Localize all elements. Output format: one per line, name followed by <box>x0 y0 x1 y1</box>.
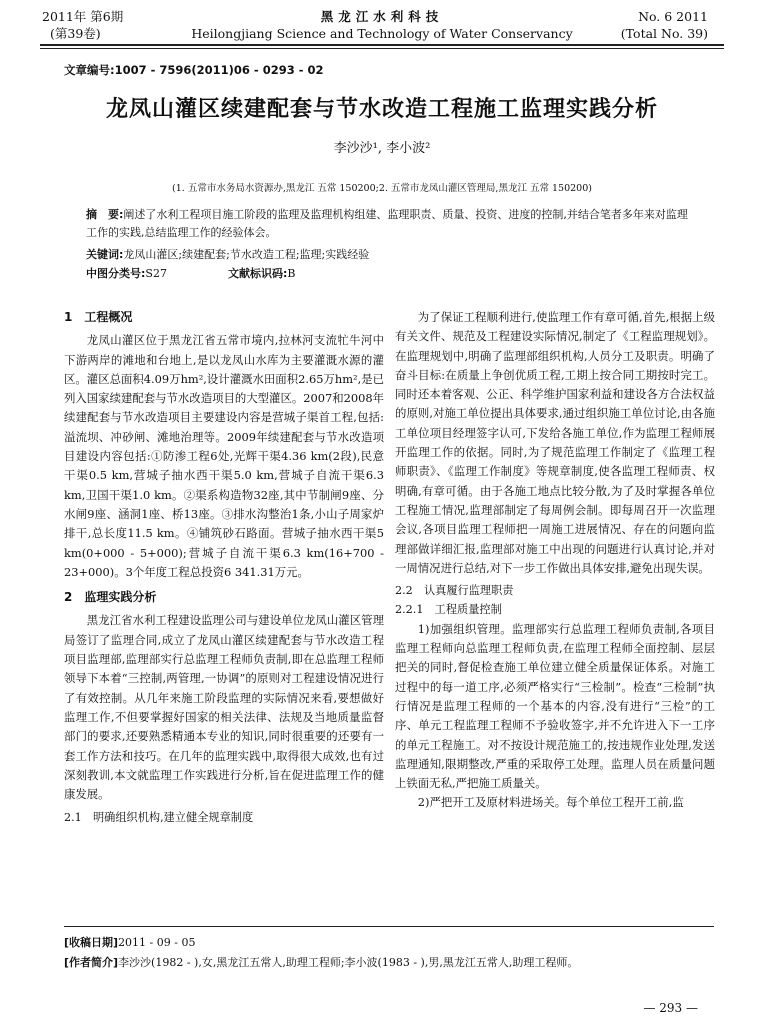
document-code <box>228 265 296 281</box>
header-rule <box>40 44 724 46</box>
page-number: — 293 — <box>643 1001 698 1015</box>
subsection-2-2-heading: 2.2 认真履行监理职责 <box>395 584 514 598</box>
keywords <box>86 246 369 262</box>
author-bio-text: 李沙沙(1982 - ),女,黑龙江五常人,助理工程师;李小波(1983 - ),男,黑龙江五常人,助理工程师。 <box>118 956 579 969</box>
author-bio-label: [作者简介] <box>64 956 119 969</box>
subsection-2-1-heading: 2.1 明确组织机构,建立健全规章制度 <box>64 811 254 825</box>
right-column <box>395 308 715 813</box>
abstract-text: 阐述了水利工程项目施工阶段的监理及监理机构组建、监理职责、质量、投资、进度的控制,并结合笔者多年来对监理工作的实践,总结监理工作的经验体会。 <box>86 208 688 239</box>
number-line: No. 6 2011 <box>638 9 708 24</box>
classification-text: S27 <box>145 267 167 280</box>
abstract <box>86 206 698 242</box>
keywords-label: 关键词: <box>86 248 124 261</box>
received-date <box>64 934 195 950</box>
footnote-rule <box>64 926 714 927</box>
volume-line: (第39卷) <box>50 26 101 41</box>
section-2-paragraph: 黑龙江省水利工程建设监理公司与建设单位龙凤山灌区管理局签订了监理合同,成立了龙凤山灌区续建配套与节水改造工程项目监理部,监理部实行总监理工程师负责制,即在总监理工程师领导下本着“三控制,两管理,一协调”的原则对工程建设情况进行了有效控制。从几年来施工阶段监理的实际情况来看,要想做好监理工作,不但要掌握好国家的相关法律、法规及当地质量监督部门的要求,还要熟悉精通本专业的知识,同时很重要的还要有一套工作方法和技巧。在几年的监理实践中,取得很大成效,也有过深刻教训,本文就监理工作实践进行分析,旨在促进监理工作的健康发展。 <box>64 613 384 802</box>
author-bio <box>64 954 724 970</box>
journal-name-en: Heilongjiang Science and Technology of Water Conservancy <box>191 26 573 41</box>
issue-line: 2011年 第6期 <box>42 9 124 24</box>
section-2-heading: 2 监理实践分析 <box>64 590 157 605</box>
document-code-label: 文献标识码: <box>228 267 288 280</box>
received-text: 2011 - 09 - 05 <box>118 936 196 949</box>
right-paragraph-3: 2)严把开工及原材料进场关。每个单位工程开工前,监 <box>417 795 684 810</box>
total-line: (Total No. 39) <box>620 26 708 41</box>
document-code-text: B <box>287 267 296 280</box>
received-label: [收稿日期] <box>64 936 119 949</box>
article-number: 文章编号:1007 - 7596(2011)06 - 0293 - 02 <box>64 63 324 77</box>
header-rule-thin <box>40 48 724 49</box>
journal-name-cn: 黑龙江水利科技 <box>320 9 444 24</box>
right-paragraph-1: 为了保证工程顺利进行,使监理工作有章可循,首先,根据上级有关文件、规范及工程建设实际情况,制定了《工程监理规划》。在监理规划中,明确了监理部组织机构,人员分工及职责。明确了奋斗目标:在质量上争创优质工程,工期上按合同工期按时完工。同时还本着客观、公正、科学维护国家利益和建设各方合法权益的原则,对施工单位提出具体要求,通过组织施工单位讨论,由各施工单位项目经理签字认可,下发给各施工单位,作为监理工程师展开监理工作的依据。同时,为了规范监理工作制定了《监理工程师职责》、《监理工作制度》等规章制度,使各监理工程师责、权明确,有章可循。由于各施工地点比较分散,为了及时掌握各单位工程施工情况,监理部制定了每周例会制。即每周召开一次监理会议,各项目监理工程师把一周施工进展情况、存在的问题向监理部做详细汇报,监理部对施工中出现的问题进行认真讨论,并对一周情况进行总结,对下一步工作做出具体安排,避免出现失误。 <box>395 310 715 575</box>
classification-label: 中图分类号: <box>86 267 146 280</box>
article-title: 龙凤山灌区续建配套与节水改造工程施工监理实践分析 <box>105 97 658 122</box>
classification-number <box>86 265 167 281</box>
abstract-label: 摘 要: <box>86 208 124 221</box>
section-1-heading: 1 工程概况 <box>64 310 133 324</box>
keywords-text: 龙凤山灌区;续建配套;节水改造工程;监理;实践经验 <box>123 248 370 261</box>
authors: 李沙沙¹, 李小波² <box>333 141 431 156</box>
left-column <box>64 308 384 828</box>
subsection-2-2-1-heading: 2.2.1 工程质量控制 <box>395 603 502 617</box>
section-1-paragraph: 龙凤山灌区位于黑龙江省五常市境内,拉林河支流牤牛河中下游两岸的滩地和台地上,是以龙凤山水库为主要灌溉水源的灌区。灌区总面积4.09万hm²,设计灌溉水田面积2.65万hm²,是已列入国家续建配套与节水改造项目的大型灌区。2007和2008年续建配套与节水改造项目主要建设内容是营城子渠首工程,包括:溢流坝、冲砂闸、滩地治理等。2009年续建配套与节水改造项目建设内容包括:①防渗工程6处,光辉干渠4.36 km(2段),民意干渠0.5 km,营城子抽水西干渠5.0 km,营城子自流干渠6.3 km,卫国干渠1.0 km。②渠系构造物32座,其中节制闸9座、分水闸9座、涵洞1座、桥13座。③排水沟整治1条,小山子周家炉排干,总长度11.5 km。④铺筑砂石路面。营城子抽水西干渠5 km(0+000 - 5+000);营城子自流干渠6.3 km(16+700 - 23+000)。3个年度工程总投资6 341.31万元。 <box>64 333 384 579</box>
affiliation: (1. 五常市水务局水资源办,黑龙江 五常 150200;2. 五常市龙凤山灌区管理局,黑龙江 五常 150200) <box>172 183 592 194</box>
journal-number <box>621 8 708 42</box>
right-paragraph-2: 1)加强组织管理。监理部实行总监理工程师负责制,各项目监理工程师向总监理工程师负责,在监理工程师全面控制、层层把关的同时,督促检查施工单位建立健全质量保证体系。对施工过程中的每一道工序,必须严格实行“三检制”。检查“三检制”执行情况是监理工程师的一个基本的内容,没有进行“三检”的工序、单元工程监理工程师不予验收签字,并不允许进入下一工序的单元工程施工。对不按设计规范施工的,按违规作业处理,发送监理通知,限期整改,严重的采取停工处理。监理人员在质量问题上铁面无私,严把施工质量关。 <box>395 621 715 791</box>
